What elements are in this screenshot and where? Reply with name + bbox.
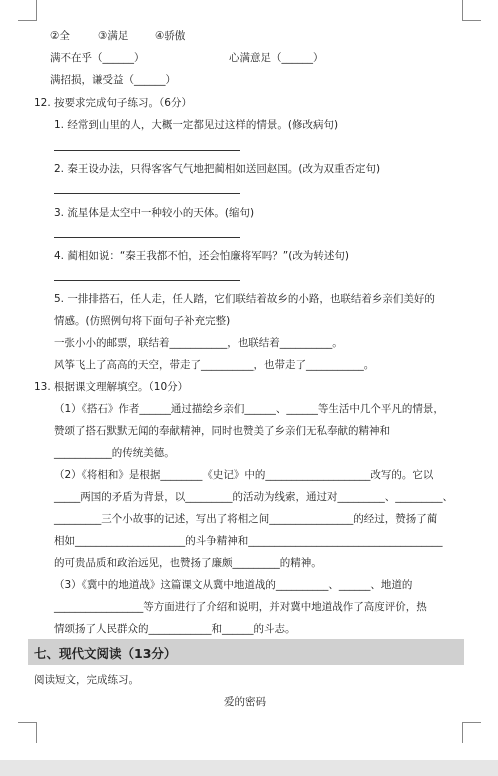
answer-line-4: [54, 280, 240, 281]
q12-sentence-2: 2. 秦王设办法，只得客客气气地把蔺相如送回赵国。(改为双重否定句): [54, 163, 381, 175]
q13-part2-line4: 相如_____________________的斗争精神和_____________________________________: [54, 535, 443, 547]
option-2: ②全: [50, 30, 70, 42]
section-7-title: 七、现代文阅读（13分）: [34, 646, 177, 661]
q13-part3-line2: _________________等方面进行了介绍和说明，并对冀中地道战作了高度评价，热: [54, 601, 427, 613]
fill-word-3: 满招损，谦受益（______）: [50, 74, 176, 86]
option-4: ④骄傲: [155, 30, 186, 42]
page-gap: [0, 760, 498, 776]
q13-part1-line2: 赞颂了搭石默默无闻的奉献精神，同时也赞美了乡亲们无私奉献的精神和: [54, 425, 390, 437]
q12-sentence-1: 1. 经常到山里的人，大概一定都见过这样的情景。(修改病句): [54, 119, 339, 131]
q12-heading: 12. 按要求完成句子练习。（6分）: [34, 97, 192, 109]
q12-sentence-4: 4. 蔺相如说：“秦王我都不怕，还会怕廉将军吗？”(改为转述句): [54, 250, 349, 262]
crop-mark-top-right: [462, 0, 481, 21]
q13-part1-line3: ___________的传统美德。: [54, 447, 175, 459]
answer-line-3: [54, 237, 240, 238]
fill-word-2: 心满意足（______）: [229, 52, 324, 64]
q12-sentence-5d: 风筝飞上了高高的天空，带走了__________，也带走了___________。: [54, 359, 375, 371]
answer-line-2: [54, 193, 240, 194]
q13-part2-line3: _________三个小故事的记述，写出了将相之间________________的经过，赞扬了蔺: [54, 513, 438, 525]
fill-word-1: 满不在乎（______）: [50, 52, 145, 64]
q12-sentence-5a: 5. 一排排搭石，任人走，任人踏，它们联结着故乡的小路，也联结着乡亲们美好的: [54, 293, 435, 305]
q12-sentence-5b: 情感。(仿照例句将下面句子补充完整): [54, 315, 231, 327]
crop-mark-top-left: [18, 0, 37, 21]
crop-mark-bottom-right: [462, 722, 481, 743]
crop-mark-bottom-left: [18, 722, 37, 743]
answer-line-1: [54, 150, 240, 151]
q13-part2-line5: 的可贵品质和政治远见，也赞扬了廉颇_________的精神。: [54, 557, 322, 569]
q13-part2-line2: _____两国的矛盾为背景，以_________的活动为线索，通过对_________、_________、: [54, 491, 453, 503]
passage-title: 爱的密码: [224, 696, 266, 708]
q13-part1-line1: （1）《搭石》作者______通过描绘乡亲们______、______等生活中几个平凡的情景，: [54, 403, 444, 415]
q12-sentence-3: 3. 流星体是太空中一种较小的天体。(缩句): [54, 207, 255, 219]
q13-part3-line3: 情颂扬了人民群众的____________和______的斗志。: [54, 623, 296, 635]
q13-part2-line1: （2）《将相和》是根据________《史记》中的____________________改写的。它以: [54, 469, 434, 481]
q13-heading: 13. 根据课文理解填空。（10分）: [34, 381, 189, 393]
q12-sentence-5c: 一张小小的邮票，联结着___________，也联结着__________。: [54, 337, 343, 349]
section-7-header: [28, 639, 464, 665]
q13-part3-line1: （3）《冀中的地道战》这篇课文从冀中地道战的__________、______、地道的: [54, 579, 413, 591]
option-3: ③满足: [98, 30, 129, 42]
section-7-instruction: 阅读短文，完成练习。: [34, 674, 139, 686]
